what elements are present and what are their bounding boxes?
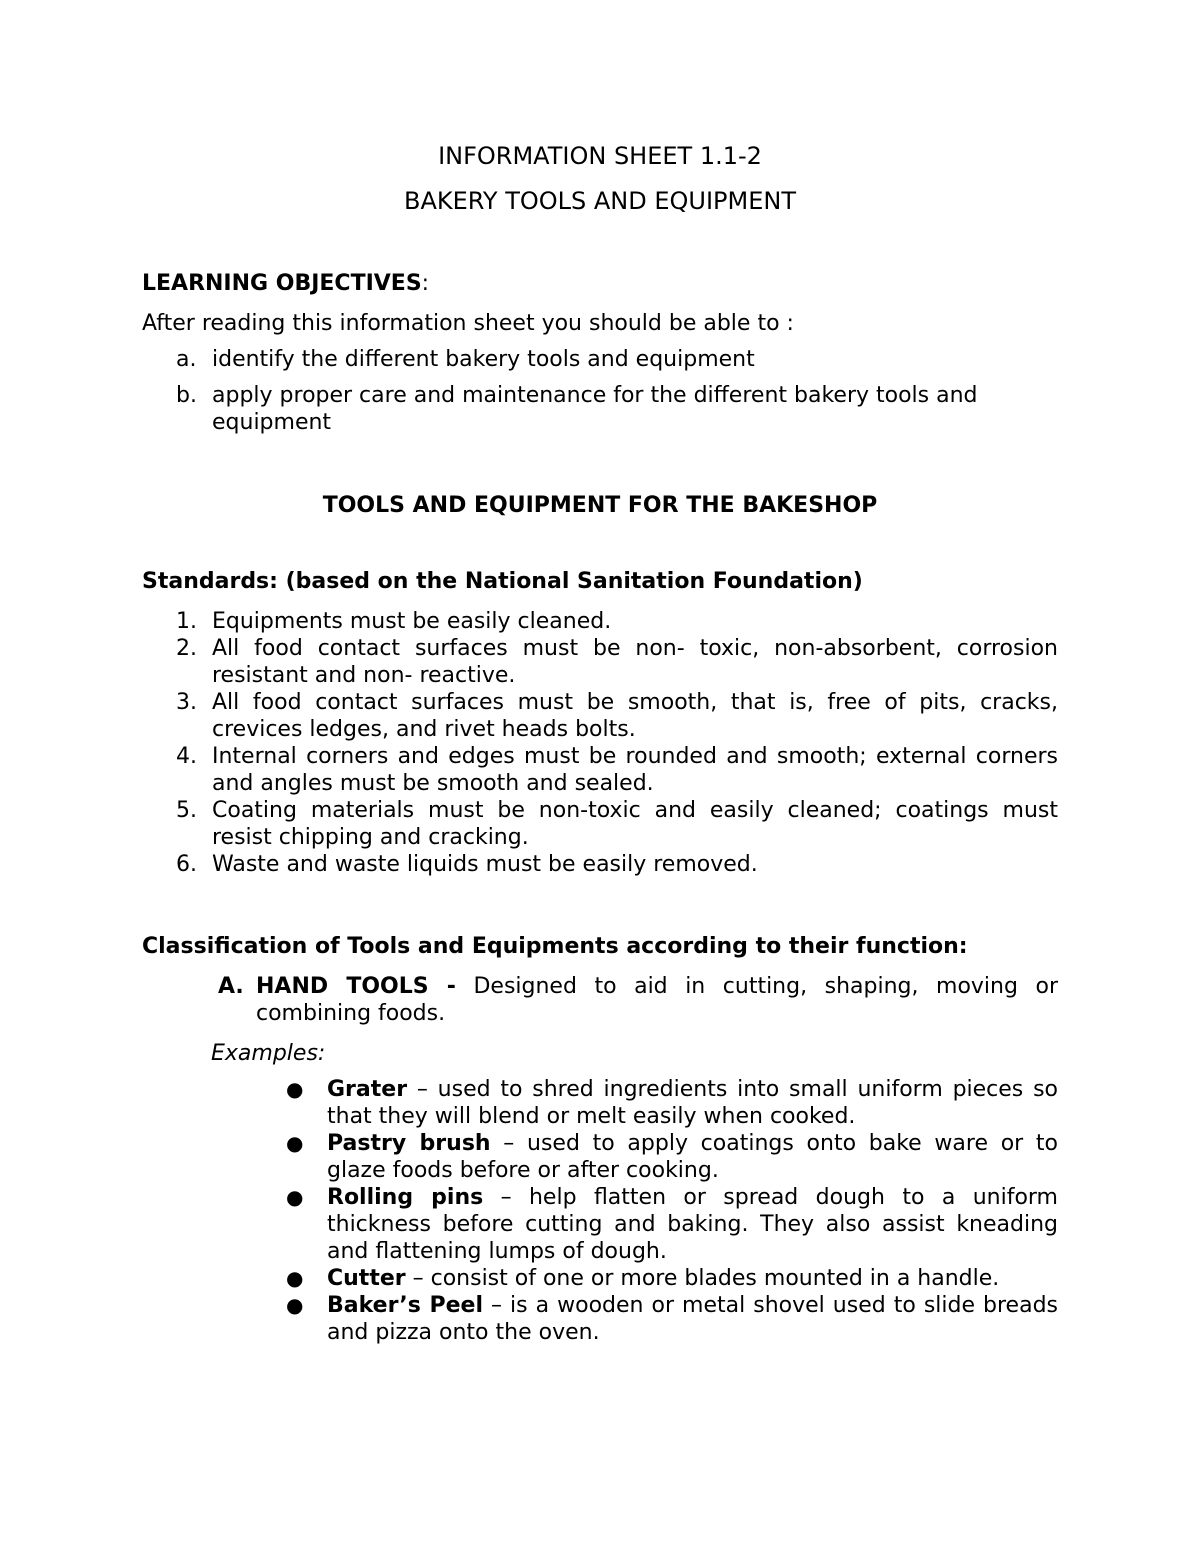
bullet-icon: ● <box>286 1266 304 1290</box>
example-term: Pastry brush <box>327 1131 491 1156</box>
example-text: – is a wooden or metal shovel used to slide breads and pizza onto the oven. <box>327 1293 1058 1345</box>
sheet-title: INFORMATION SHEET 1.1-2 <box>438 142 762 170</box>
standard-item <box>142 797 1058 851</box>
standard-number: 4. <box>176 744 197 769</box>
standards-heading: Standards: (based on the National Sanitation Foundation) <box>142 569 863 594</box>
standard-number: 6. <box>176 852 197 877</box>
example-term: Cutter <box>327 1266 406 1291</box>
example-text: – consist of one or more blades mounted in a handle. <box>405 1266 1000 1291</box>
bullet-icon: ● <box>286 1293 304 1317</box>
objective-text: identify the different bakery tools and equipment <box>212 347 755 372</box>
standard-number: 3. <box>176 690 197 715</box>
example-item <box>286 1265 1058 1292</box>
objectives-intro: After reading this information sheet you should be able to : <box>142 311 794 336</box>
example-term: Rolling pins <box>327 1185 484 1210</box>
standard-item <box>142 635 1058 689</box>
example-text: – used to shred ingredients into small uniform pieces so that they will blend or melt easily when cooked. <box>327 1077 1058 1129</box>
example-term: Grater <box>327 1077 408 1102</box>
standard-text: All food contact surfaces must be non- toxic, non-absorbent, corrosion resistant and non- reactive. <box>212 636 1058 688</box>
hand-tools-term: HAND TOOLS - <box>256 974 456 999</box>
bullet-icon: ● <box>286 1131 304 1155</box>
objective-text: apply proper care and maintenance for the different bakery tools and equipment <box>212 383 978 435</box>
standards-list <box>142 608 1058 878</box>
objective-item <box>142 346 1058 373</box>
examples-list <box>286 1076 1058 1346</box>
example-item <box>286 1130 1058 1184</box>
hand-tools-item <box>218 973 1058 1027</box>
bullet-icon: ● <box>286 1185 304 1209</box>
objective-marker: b. <box>176 383 197 408</box>
bullet-icon: ● <box>286 1077 304 1101</box>
example-text: – used to apply coatings onto bake ware or to glaze foods before or after cooking. <box>327 1131 1058 1183</box>
standard-number: 2. <box>176 636 197 661</box>
objective-item <box>142 382 1058 436</box>
standard-item <box>142 608 1058 635</box>
standard-text: Internal corners and edges must be rounded and smooth; external corners and angles must be smooth and sealed. <box>212 744 1058 796</box>
example-item <box>286 1184 1058 1265</box>
standard-item <box>142 743 1058 797</box>
standard-item <box>142 851 1058 878</box>
example-item <box>286 1076 1058 1130</box>
standard-text: Waste and waste liquids must be easily removed. <box>212 852 758 877</box>
section-title: TOOLS AND EQUIPMENT FOR THE BAKESHOP <box>322 493 878 518</box>
learning-objectives-label: LEARNING OBJECTIVES <box>142 271 422 296</box>
hand-tools-description: Designed to aid in cutting, shaping, moving or combining foods. <box>256 974 1058 1026</box>
learning-objectives-colon: : <box>421 271 430 296</box>
standard-text: Coating materials must be non-toxic and easily cleaned; coatings must resist chipping and cracking. <box>212 798 1058 850</box>
classification-heading: Classification of Tools and Equipments according to their function: <box>142 934 968 959</box>
examples-label: Examples: <box>211 1041 326 1066</box>
objectives-list <box>142 346 1058 445</box>
hand-tools-marker: A. <box>218 974 244 999</box>
standard-text: Equipments must be easily cleaned. <box>212 609 612 634</box>
sheet-subtitle: BAKERY TOOLS AND EQUIPMENT <box>403 187 797 215</box>
standard-number: 5. <box>176 798 197 823</box>
standard-text: All food contact surfaces must be smooth, that is, free of pits, cracks, crevices ledges, and rivet heads bolts. <box>212 690 1058 742</box>
example-term: Baker’s Peel <box>327 1293 483 1318</box>
learning-objectives-heading <box>142 270 1058 297</box>
standard-item <box>142 689 1058 743</box>
example-text: – help flatten or spread dough to a uniform thickness before cutting and baking. They also assist kneading and flattening lumps of dough. <box>327 1185 1058 1264</box>
standard-number: 1. <box>176 609 197 634</box>
objective-marker: a. <box>176 347 197 372</box>
example-item <box>286 1292 1058 1346</box>
